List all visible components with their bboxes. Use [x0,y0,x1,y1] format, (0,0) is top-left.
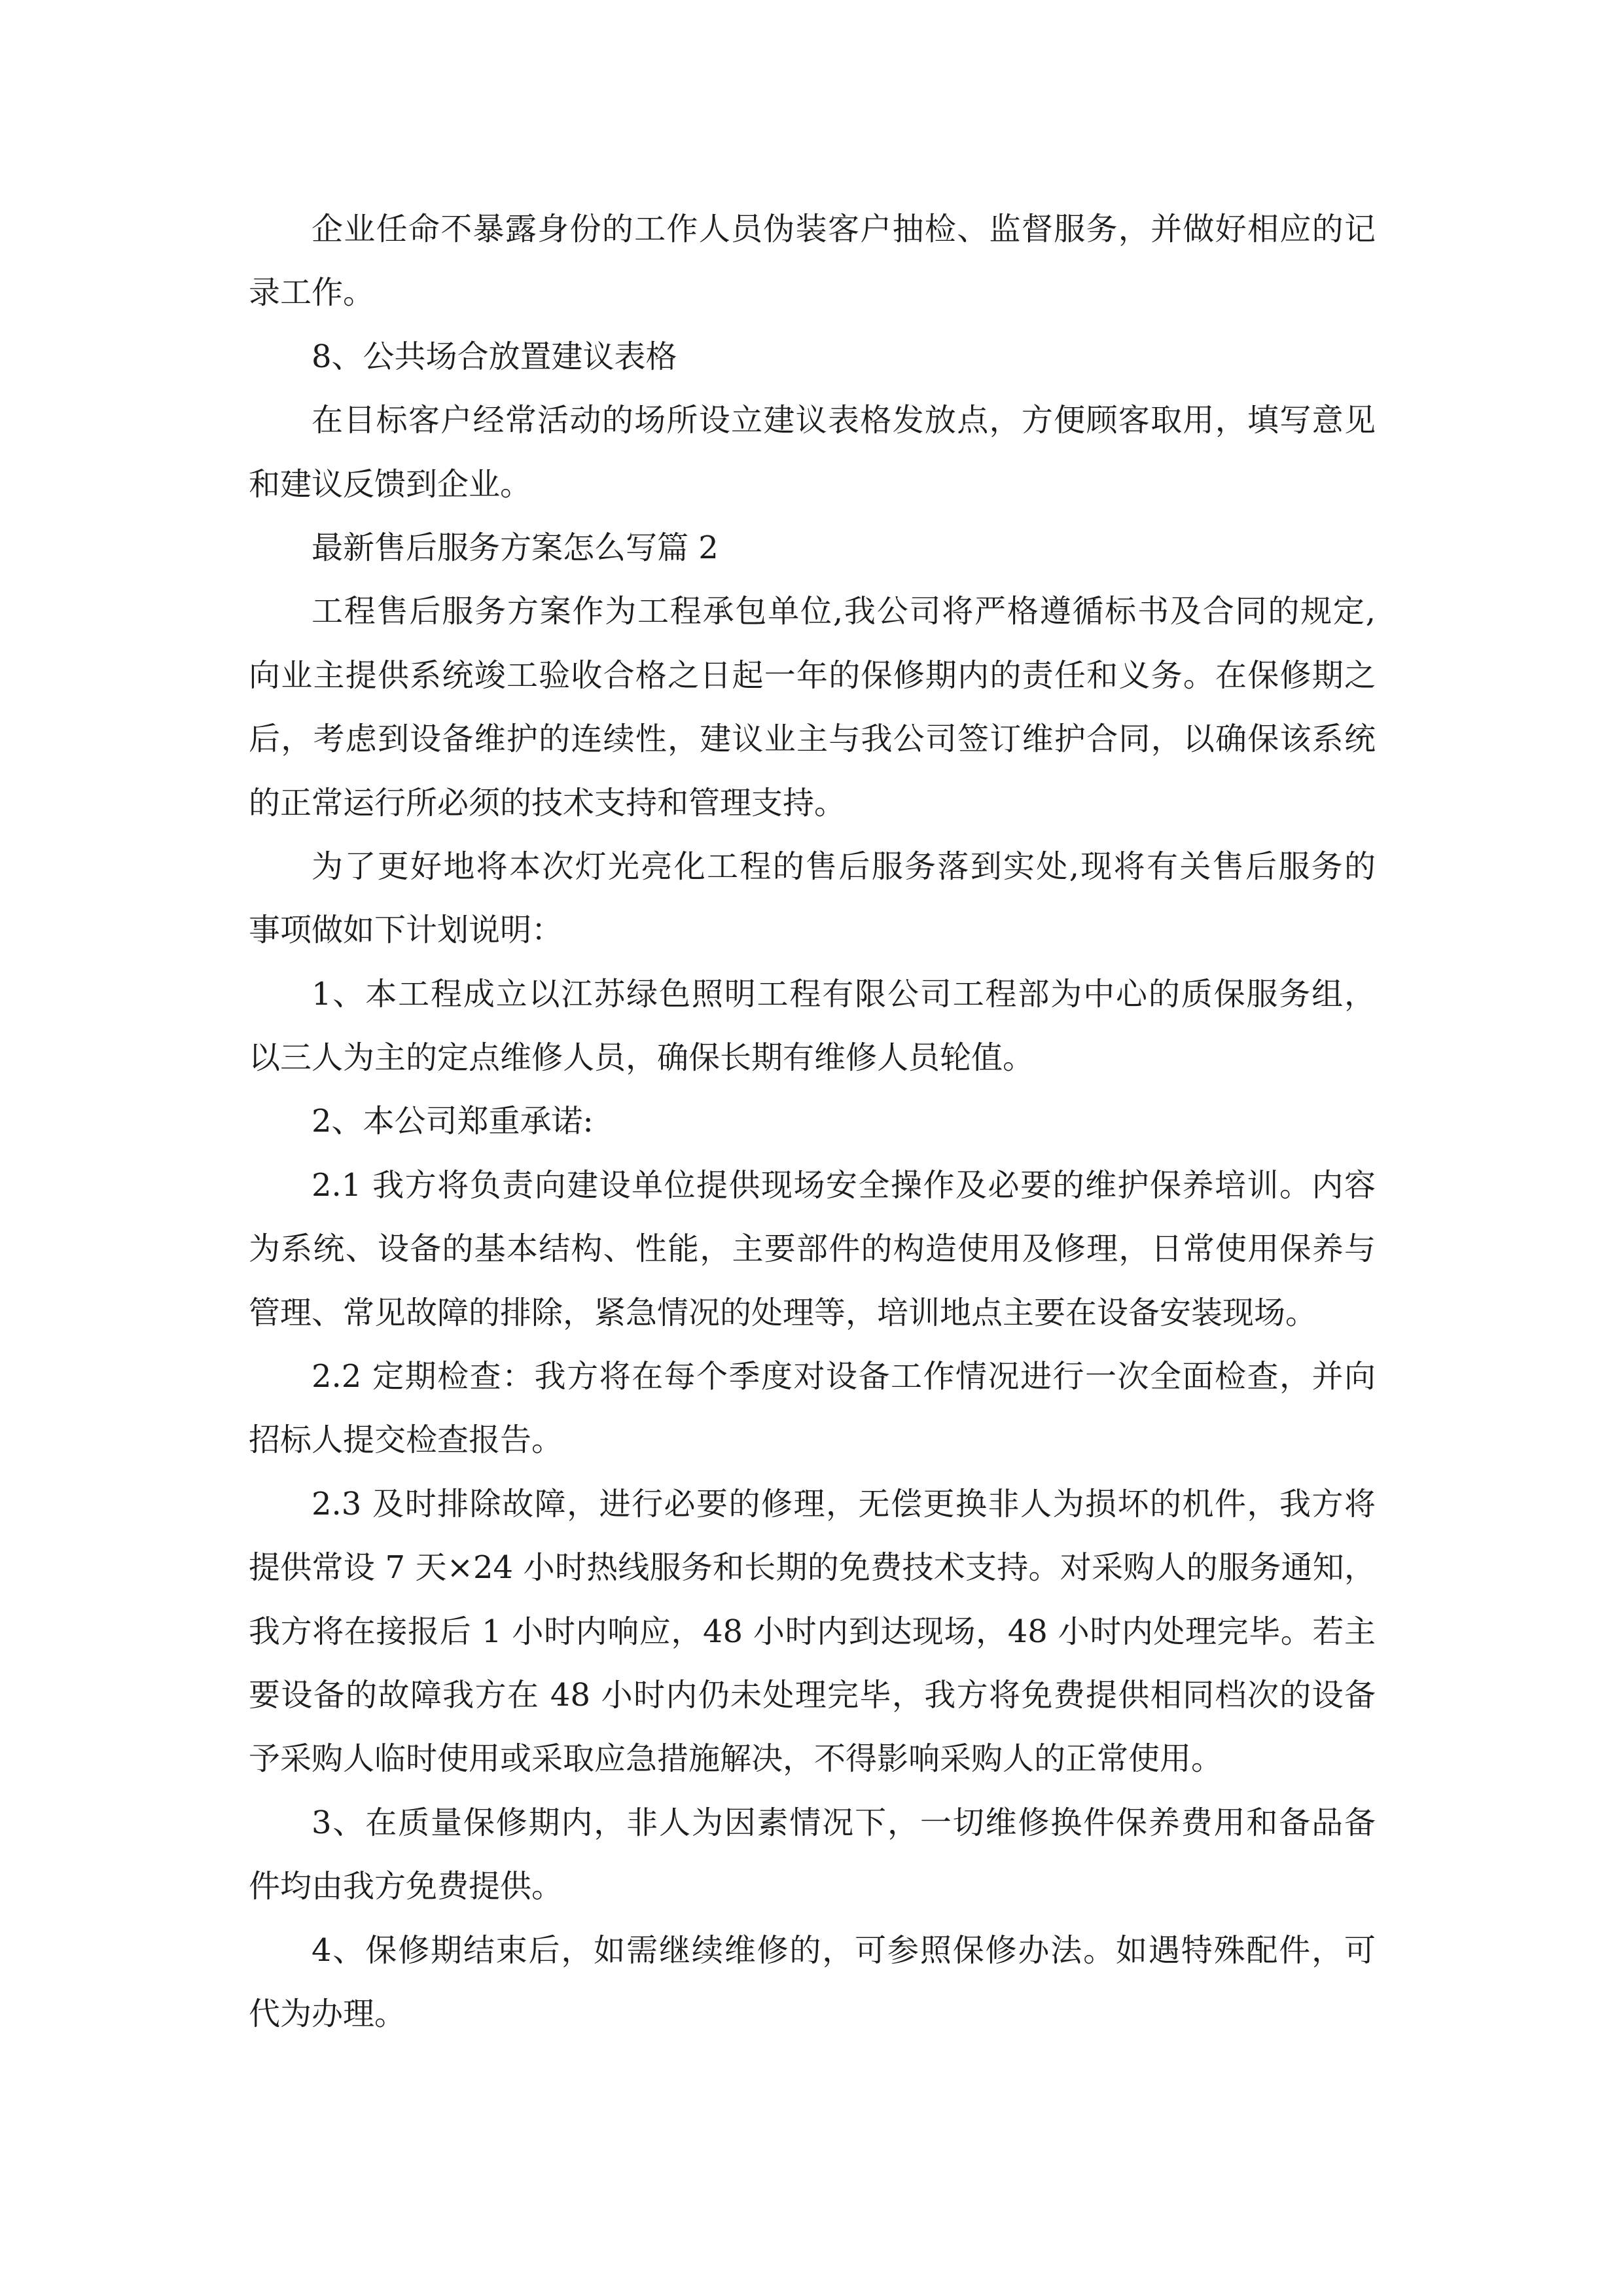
text-line: 最新售后服务方案怎么写篇 2 [312,529,719,566]
item-heading-8 [249,325,1376,389]
paragraph-mystery-shopper [249,198,1376,325]
list-item-1 [249,963,1376,1090]
list-item-2-2 [249,1345,1376,1473]
text-line: 为系统、设备的基本结构、性能，主要部件的构造使用及修理，日常使用保养与 [249,1230,1376,1268]
text-line: 为了更好地将本次灯光亮化工程的售后服务落到实处,现将有关售后服务的 [312,848,1376,885]
text-line: 8、公共场合放置建议表格 [312,338,677,375]
text-line: 2.2 定期检查：我方将在每个季度对设备工作情况进行一次全面检查，并向 [312,1358,1376,1395]
list-item-4 [249,1919,1376,2047]
text-line: 代为办理。 [249,1995,406,2032]
list-item-3 [249,1791,1376,1919]
text-line: 录工作。 [249,274,375,312]
section-heading [249,516,1376,580]
text-line: 管理、常见故障的排除，紧急情况的处理等，培训地点主要在设备安装现场。 [249,1294,1317,1331]
text-line: 招标人提交检查报告。 [249,1422,563,1459]
text-line: 后，考虑到设备维护的连续性，建议业主与我公司签订维护合同，以确保该系统 [249,721,1376,758]
text-line: 提供常设 7 天×24 小时热线服务和长期的免费技术支持。对采购人的服务通知， [249,1549,1376,1587]
text-line: 予采购人临时使用或采取应急措施解决，不得影响采购人的正常使用。 [249,1740,1223,1778]
text-line: 以三人为主的定点维修人员，确保长期有维修人员轮值。 [249,1039,1035,1077]
text-line: 事项做如下计划说明： [249,912,563,949]
text-line: 1、本工程成立以江苏绿色照明工程有限公司工程部为中心的质保服务组， [312,975,1376,1013]
document-body [249,198,1376,2046]
list-item-2 [249,1090,1376,1153]
list-item-2-3 [249,1473,1376,1791]
text-line: 在目标客户经常活动的场所设立建议表格发放点，方便顾客取用，填写意见 [312,402,1376,439]
text-line: 向业主提供系统竣工验收合格之日起一年的保修期内的责任和义务。在保修期之 [249,656,1376,694]
text-line: 要设备的故障我方在 48 小时内仍未处理完毕，我方将免费提供相同档次的设备 [249,1676,1376,1713]
paragraph-plan-explanation [249,835,1376,963]
text-line: 2.1 我方将负责向建设单位提供现场安全操作及必要的维护保养培训。内容 [312,1166,1376,1204]
text-line: 3、在质量保修期内，非人为因素情况下，一切维修换件保养费用和备品备 [312,1804,1376,1841]
text-line: 的正常运行所必须的技术支持和管理支持。 [249,784,846,821]
text-line: 和建议反馈到企业。 [249,465,532,503]
text-line: 工程售后服务方案作为工程承包单位,我公司将严格遵循标书及合同的规定, [312,593,1376,630]
text-line: 2.3 及时排除故障，进行必要的修理，无偿更换非人为损坏的机件，我方将 [312,1485,1376,1522]
text-line: 我方将在接报后 1 小时内响应，48 小时内到达现场，48 小时内处理完毕。若主 [249,1613,1376,1650]
paragraph-service-plan-intro [249,580,1376,835]
text-line: 件均由我方免费提供。 [249,1868,563,1905]
text-line: 企业任命不暴露身份的工作人员伪装客户抽检、监督服务，并做好相应的记 [312,211,1376,247]
text-line: 2、本公司郑重承诺: [312,1103,594,1140]
paragraph-suggestion-forms [249,389,1376,516]
list-item-2-1 [249,1154,1376,1345]
text-line: 4、保修期结束后，如需继续维修的，可参照保修办法。如遇特殊配件，可 [312,1931,1376,1969]
